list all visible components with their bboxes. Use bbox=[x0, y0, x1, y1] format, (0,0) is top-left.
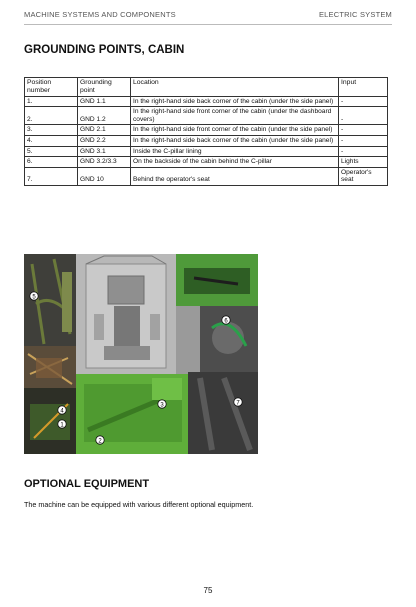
running-header bbox=[24, 10, 392, 22]
svg-text:3: 3 bbox=[160, 402, 164, 409]
callout-5 bbox=[30, 292, 38, 301]
header-right: ELECTRIC SYSTEM bbox=[318, 10, 392, 19]
callout-7 bbox=[234, 398, 242, 407]
table-row bbox=[25, 167, 388, 185]
cell-grounding-point: GND 3.2/3.3 bbox=[78, 157, 131, 168]
cell-position: 1. bbox=[25, 96, 78, 107]
cell-position: 5. bbox=[25, 146, 78, 157]
col-header-position: Position number bbox=[25, 78, 78, 97]
col-header-location: Location bbox=[131, 78, 339, 97]
cell-grounding-point: GND 2.1 bbox=[78, 125, 131, 136]
cell-input: - bbox=[339, 146, 388, 157]
cell-position: 2. bbox=[25, 107, 78, 125]
cell-input: Lights bbox=[339, 157, 388, 168]
svg-text:2: 2 bbox=[98, 438, 102, 445]
photo-dashboard bbox=[76, 374, 188, 454]
cell-grounding-point: GND 1.1 bbox=[78, 96, 131, 107]
cell-location: In the right-hand side front corner of the cabin (under the dashboard covers) bbox=[131, 107, 339, 125]
cell-grounding-point: GND 10 bbox=[78, 167, 131, 185]
header-left: MACHINE SYSTEMS AND COMPONENTS bbox=[24, 10, 176, 19]
callout-6 bbox=[222, 316, 230, 325]
col-header-input: Input bbox=[339, 78, 388, 97]
section-title-optional-equipment: OPTIONAL EQUIPMENT bbox=[24, 478, 150, 490]
cell-position: 7. bbox=[25, 167, 78, 185]
page-title: GROUNDING POINTS, CABIN bbox=[24, 44, 185, 56]
cell-location: In the right-hand side back corner of the cabin (under the side panel) bbox=[131, 96, 339, 107]
section-body-text: The machine can be equipped with various different optional equipment. bbox=[24, 500, 254, 509]
callout-1 bbox=[58, 420, 66, 429]
callout-2 bbox=[96, 436, 104, 445]
page-number: 75 bbox=[203, 586, 213, 595]
header-divider bbox=[24, 24, 392, 25]
table-header-row bbox=[25, 78, 388, 97]
table-row bbox=[25, 107, 388, 125]
table-row bbox=[25, 146, 388, 157]
cell-grounding-point: GND 2.2 bbox=[78, 135, 131, 146]
photo-front-corner bbox=[24, 388, 76, 454]
cabin-grounding-photo-composite bbox=[24, 254, 258, 454]
cell-input: - bbox=[339, 135, 388, 146]
cell-input: - bbox=[339, 107, 388, 125]
table-row bbox=[25, 157, 388, 168]
svg-text:4: 4 bbox=[60, 408, 64, 415]
svg-text:6: 6 bbox=[224, 318, 228, 325]
table-row bbox=[25, 135, 388, 146]
callout-4 bbox=[58, 406, 66, 415]
table-row bbox=[25, 96, 388, 107]
cell-position: 6. bbox=[25, 157, 78, 168]
photo-rear-lights bbox=[188, 372, 258, 454]
svg-text:1: 1 bbox=[60, 422, 64, 429]
cell-input: - bbox=[339, 125, 388, 136]
svg-text:5: 5 bbox=[32, 294, 36, 301]
grounding-points-table bbox=[24, 77, 388, 186]
photo-behind-seat bbox=[200, 306, 258, 372]
cell-location: Inside the C-pillar lining bbox=[131, 146, 339, 157]
photo-side-corner bbox=[24, 346, 76, 388]
cell-position: 4. bbox=[25, 135, 78, 146]
table-row bbox=[25, 125, 388, 136]
cell-grounding-point: GND 3.1 bbox=[78, 146, 131, 157]
col-header-grounding-point: Grounding point bbox=[78, 78, 131, 97]
cell-location: In the right-hand side back corner of the cabin (under the side panel) bbox=[131, 135, 339, 146]
cell-grounding-point: GND 1.2 bbox=[78, 107, 131, 125]
cell-position: 3. bbox=[25, 125, 78, 136]
svg-text:7: 7 bbox=[236, 400, 240, 407]
cell-location: In the right-hand side front corner of the cabin (under the side panel) bbox=[131, 125, 339, 136]
cell-location: On the backside of the cabin behind the C-pillar bbox=[131, 157, 339, 168]
cell-location: Behind the operator's seat bbox=[131, 167, 339, 185]
callout-3 bbox=[158, 400, 166, 409]
cell-input: Operator's seat bbox=[339, 167, 388, 185]
photo-cabin-overview bbox=[76, 254, 176, 374]
photo-right-panel bbox=[176, 254, 258, 306]
cell-input: - bbox=[339, 96, 388, 107]
